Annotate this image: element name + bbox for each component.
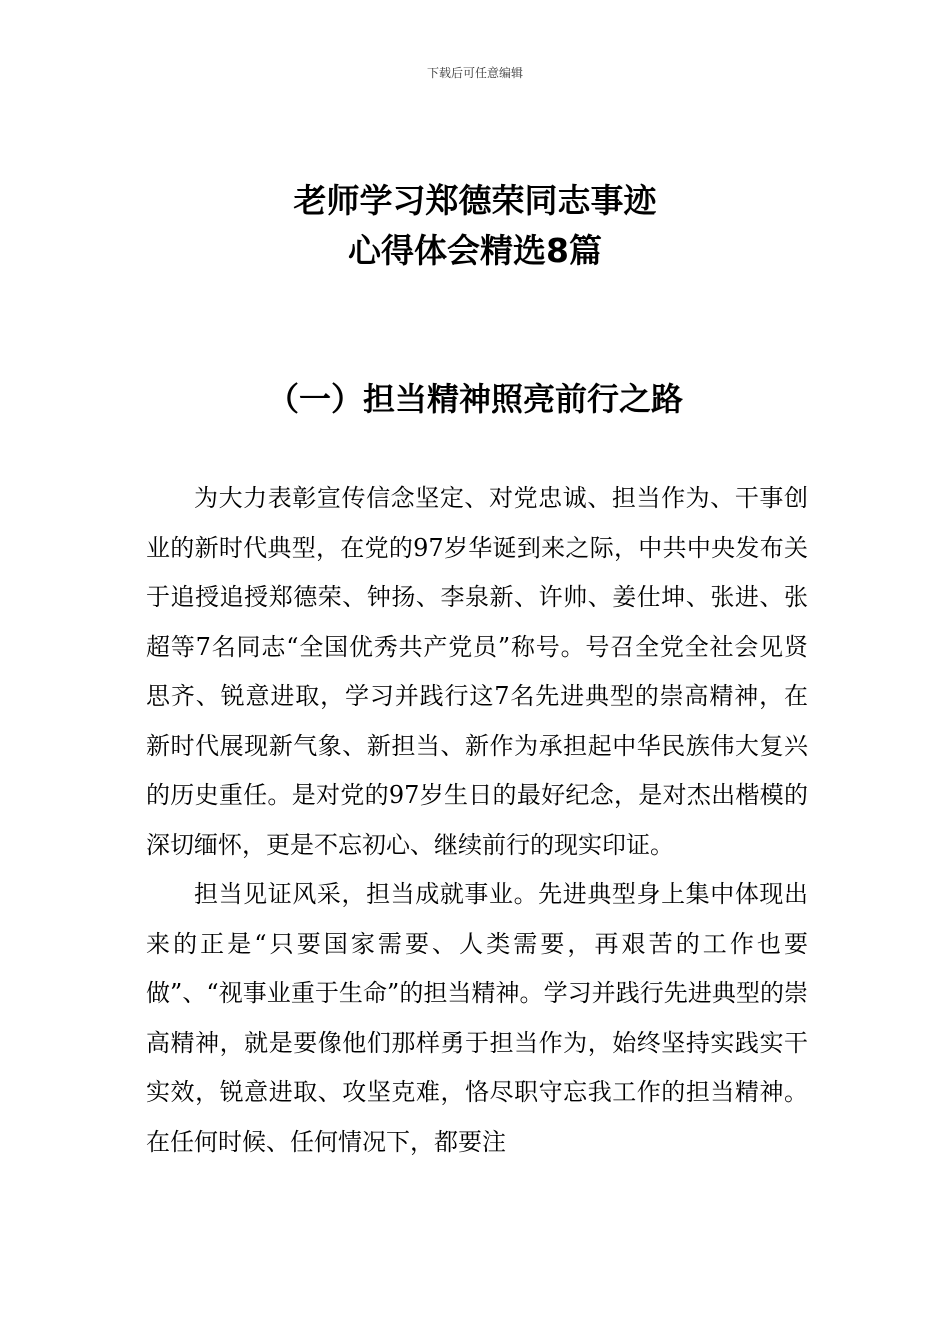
document-title	[0, 176, 950, 276]
title-line-2: 心得体会精选8篇	[348, 231, 602, 270]
section-heading: （一）担当精神照亮前行之路	[266, 380, 683, 418]
body-text	[146, 474, 808, 1167]
paragraph-2: 担当见证风采，担当成就事业。先进典型身上集中体现出来的正是“只要国家需要、人类需要，再艰苦的工作也要做”、“视事业重于生命”的担当精神。学习并践行先进典型的崇高精神，就是要像他们那样勇于担当作为，始终坚持实践实干实效，锐意进取、攻坚克难，恪尽职守忘我工作的担当精神。在任何时候、任何情况下，都要注	[146, 880, 808, 1156]
paragraph-1: 为大力表彰宣传信念坚定、对党忠诚、担当作为、干事创业的新时代典型，在党的97岁华诞到来之际，中共中央发布关于追授追授郑德荣、钟扬、李泉新、许帅、姜仕坤、张进、张超等7名同志“全国优秀共产党员”称号。号召全党全社会见贤思齐、锐意进取，学习并践行这7名先进典型的崇高精神，在新时代展现新气象、新担当、新作为承担起中华民族伟大复兴的历史重任。是对党的97岁生日的最好纪念，是对杰出楷模的深切缅怀，更是不忘初心、继续前行的现实印证。	[146, 484, 808, 859]
header-note: 下载后可任意编辑	[426, 66, 523, 80]
title-line-1: 老师学习郑德荣同志事迹	[293, 181, 657, 220]
